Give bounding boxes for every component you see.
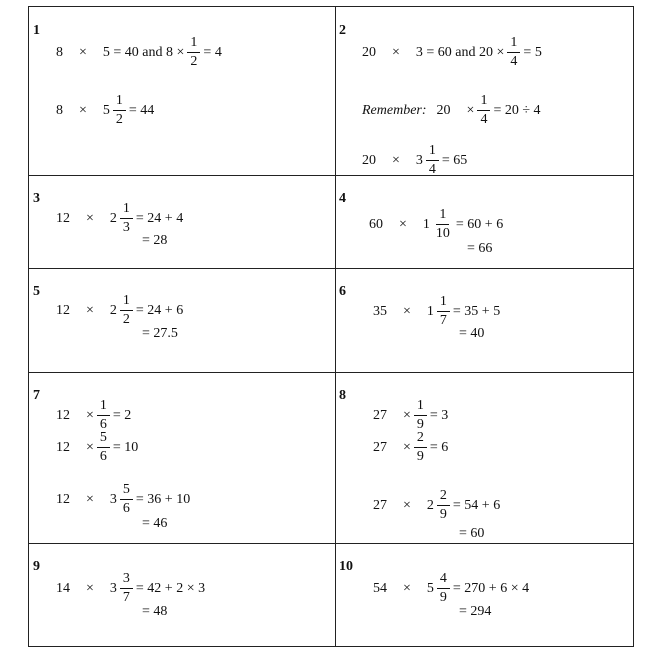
result-text: = 270 + 6 × 4 [452, 580, 530, 596]
operand-text: 3 [415, 152, 423, 168]
operand-text: 20 [436, 102, 451, 118]
column-divider [335, 7, 336, 646]
fraction-denominator: 6 [99, 449, 107, 464]
result-text: = 3 [429, 407, 449, 423]
equation-line [373, 398, 448, 433]
problem-number: 9 [33, 559, 40, 574]
operand-text: 27 [373, 497, 387, 513]
result-text: = 42 + 2 × 3 [135, 580, 206, 596]
operand-text: 5 [102, 102, 110, 118]
fraction-denominator: 9 [416, 417, 424, 432]
operand-text: 20 [362, 44, 376, 60]
problem-number: 4 [339, 191, 346, 206]
result-text: = 6 [429, 439, 449, 455]
row-divider [29, 372, 633, 373]
multiply-sign: × [86, 210, 94, 226]
equation-line [362, 93, 541, 128]
multiply-sign: × [86, 491, 94, 507]
result-text: = 54 + 6 [452, 497, 501, 513]
operand-text: 35 [373, 303, 387, 319]
problem-number: 10 [339, 559, 353, 574]
fraction-denominator: 6 [122, 501, 130, 516]
row-divider [29, 543, 633, 544]
equation-line [362, 143, 467, 178]
fraction-denominator: 9 [439, 507, 447, 522]
fraction-numerator: 1 [436, 207, 449, 225]
fraction-denominator: 2 [122, 312, 130, 327]
result-text: = 60 + 6 [455, 216, 504, 232]
result-text: = 46 [142, 516, 168, 531]
fraction [120, 482, 133, 517]
fraction-denominator: 4 [510, 54, 518, 69]
result-text: = 20 ÷ 4 [493, 102, 541, 118]
fraction-numerator: 5 [97, 430, 110, 448]
problem-number: 7 [33, 388, 40, 403]
equation-line [362, 35, 542, 70]
fraction [120, 571, 133, 606]
operand-text: 8 [56, 44, 63, 60]
fraction [437, 571, 450, 606]
fraction-numerator: 2 [414, 430, 427, 448]
fraction [187, 35, 200, 70]
operand-text: 12 [56, 210, 70, 226]
operand-text: 2 [109, 302, 117, 318]
fraction [477, 93, 490, 128]
fraction [120, 201, 133, 236]
fraction-numerator: 2 [437, 488, 450, 506]
continuation-line [142, 516, 167, 532]
result-text: = 294 [459, 604, 492, 619]
fraction-denominator: 7 [122, 590, 130, 605]
multiply-sign: × [79, 102, 87, 118]
operand-text: 2 [109, 210, 117, 226]
equation-line [369, 207, 503, 242]
operand-text: 20 [362, 152, 376, 168]
equation-line [56, 482, 190, 517]
multiply-sign: × [86, 580, 94, 596]
fraction-numerator: 1 [437, 294, 450, 312]
result-text: = 27.5 [142, 326, 178, 341]
fraction [507, 35, 520, 70]
multiply-sign: × [403, 497, 411, 513]
continuation-line [459, 326, 484, 342]
multiply-sign: × [79, 44, 87, 60]
fraction-numerator: 3 [120, 571, 133, 589]
equation-line [56, 35, 222, 70]
operand-text: 12 [56, 302, 70, 318]
continuation-line [459, 526, 484, 542]
equation-line [56, 93, 154, 128]
continuation-line [459, 604, 491, 620]
operand-text: 1 [422, 216, 430, 232]
fraction-numerator: 1 [97, 398, 110, 416]
fraction-numerator: 1 [414, 398, 427, 416]
fraction [426, 143, 439, 178]
result-text: = 60 [459, 526, 485, 541]
multiply-sign: × [403, 407, 411, 423]
result-text: = 44 [128, 102, 155, 118]
equation-line [56, 293, 183, 328]
worked-solutions-table [28, 6, 634, 647]
equation-line [56, 430, 138, 465]
operand-text: 14 [56, 580, 70, 596]
operand-text: 12 [56, 491, 70, 507]
multiply-sign: × [392, 44, 400, 60]
problem-number: 8 [339, 388, 346, 403]
multiply-sign: × [399, 216, 407, 232]
fraction-numerator: 1 [187, 35, 200, 53]
fraction-denominator: 2 [115, 112, 123, 127]
result-text: = 10 [112, 439, 139, 455]
problem-number: 1 [33, 23, 40, 38]
equation-line [56, 571, 205, 606]
equation-line [56, 398, 131, 433]
fraction-numerator: 4 [437, 571, 450, 589]
fraction-numerator: 1 [426, 143, 439, 161]
continuation-line [142, 326, 178, 342]
fraction [437, 488, 450, 523]
fraction [414, 430, 427, 465]
result-text: = 66 [467, 241, 493, 256]
result-text: = 24 + 6 [135, 302, 184, 318]
fraction-denominator: 4 [480, 112, 488, 127]
fraction-denominator: 9 [439, 590, 447, 605]
equation-line [373, 488, 500, 523]
operand-text: 2 [426, 497, 434, 513]
problem-number: 6 [339, 284, 346, 299]
result-text: = 65 [441, 152, 468, 168]
fraction-denominator: 10 [435, 226, 450, 241]
fraction [120, 293, 133, 328]
result-text: = 35 + 5 [452, 303, 501, 319]
operand-text: 27 [373, 407, 387, 423]
operand-text: 3 [109, 580, 117, 596]
result-text: = 24 + 4 [135, 210, 184, 226]
row-divider [29, 268, 633, 269]
multiply-sign: × [86, 439, 94, 455]
operand-text: 5 [426, 580, 434, 596]
equation-line [373, 294, 500, 329]
result-text: = 36 + 10 [135, 491, 191, 507]
fraction-denominator: 6 [99, 417, 107, 432]
result-text: = 2 [112, 407, 132, 423]
fraction [414, 398, 427, 433]
result-text: = 5 [523, 44, 542, 60]
operand-text: 27 [373, 439, 387, 455]
result-text: = 48 [142, 604, 168, 619]
continuation-line [142, 604, 167, 620]
fraction-denominator: 4 [428, 162, 436, 177]
operand-text: 1 [426, 303, 434, 319]
fraction-numerator: 5 [120, 482, 133, 500]
result-text: = 28 [142, 233, 168, 248]
fraction-numerator: 1 [120, 201, 133, 219]
multiply-sign: × [86, 302, 94, 318]
operand-text: 12 [56, 407, 70, 423]
fraction [433, 207, 453, 242]
operand-text: 3 [109, 491, 117, 507]
continuation-line [142, 233, 167, 249]
operand-text: 60 [369, 216, 383, 232]
equation-line [373, 571, 529, 606]
equation-line [56, 201, 183, 236]
multiply-sign: × [403, 580, 411, 596]
multiply-sign: × [86, 407, 94, 423]
operand-text: 3 = 60 and 20 × [415, 44, 505, 60]
multiply-sign: × [403, 439, 411, 455]
fraction [113, 93, 126, 128]
problem-number: 2 [339, 23, 346, 38]
problem-number: 5 [33, 284, 40, 299]
operand-text: 54 [373, 580, 387, 596]
equation-line [373, 430, 448, 465]
continuation-line [467, 241, 492, 257]
result-text: = 4 [203, 44, 222, 60]
fraction-denominator: 7 [439, 313, 447, 328]
fraction-numerator: 1 [120, 293, 133, 311]
operand-text: 8 [56, 102, 63, 118]
fraction-numerator: 1 [507, 35, 520, 53]
operand-text: 5 = 40 and 8 × [102, 44, 185, 60]
multiply-sign: × [392, 152, 400, 168]
result-text: = 40 [459, 326, 485, 341]
multiply-sign: × [403, 303, 411, 319]
row-divider [29, 175, 633, 176]
fraction [97, 430, 110, 465]
fraction [97, 398, 110, 433]
fraction-numerator: 1 [477, 93, 490, 111]
fraction-numerator: 1 [113, 93, 126, 111]
fraction-denominator: 3 [122, 220, 130, 235]
fraction-denominator: 2 [190, 54, 198, 69]
multiply-sign: × [466, 102, 475, 118]
fraction [437, 294, 450, 329]
problem-number: 3 [33, 191, 40, 206]
fraction-denominator: 9 [416, 449, 424, 464]
remember-label: Remember: [362, 102, 427, 118]
operand-text: 12 [56, 439, 70, 455]
